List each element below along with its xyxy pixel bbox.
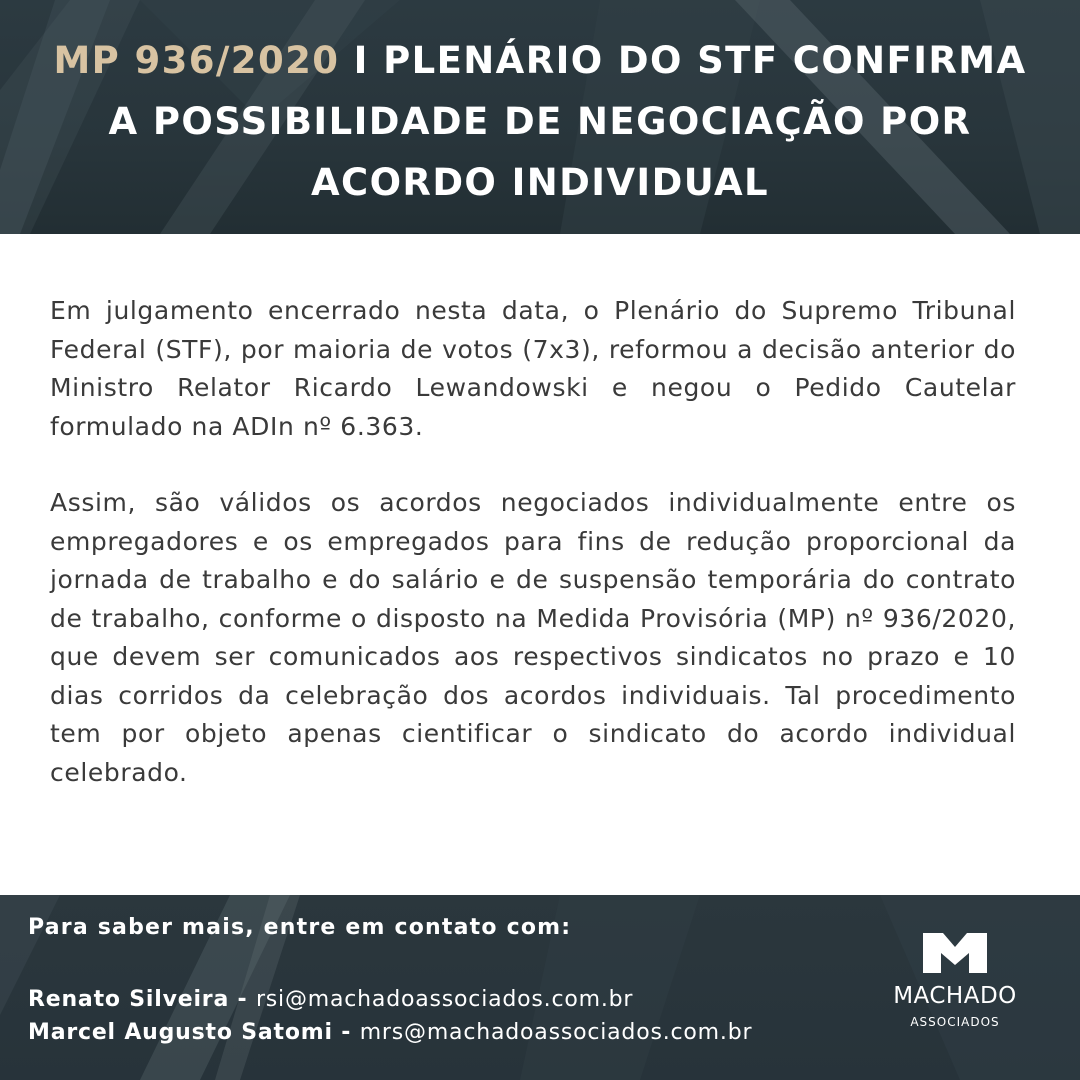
logo-name: MACHADO [893, 983, 1017, 1009]
contact-email-link[interactable]: mrs@machadoassociados.com.br [359, 1020, 753, 1045]
contact-list [28, 983, 752, 1049]
contact-name: Renato Silveira [28, 987, 230, 1012]
contact-separator: - [332, 1020, 360, 1045]
company-logo [880, 933, 1030, 1029]
machado-m-logo-icon [923, 933, 987, 973]
article-body [50, 292, 1016, 830]
contact-name: Marcel Augusto Satomi [28, 1020, 333, 1045]
logo-subtitle: ASSOCIADOS [910, 1015, 1000, 1029]
contact-footer [0, 895, 1080, 1080]
contact-heading: Para saber mais, entre em contato com: [28, 915, 572, 940]
header-banner [0, 0, 1080, 234]
title-rest: I PLENÁRIO DO STF CONFIRMA A POSSIBILIDADE DE NEGOCIAÇÃO POR ACORDO INDIVIDUAL [108, 39, 1027, 204]
contact-email-link[interactable]: rsi@machadoassociados.com.br [255, 987, 634, 1012]
paragraph: Assim, são válidos os acordos negociados individualmente entre os empregadores e os empregados para fins de redução proporcional da jornada de trabalho e do salário e de suspensão temporária do contrato de trabalho, conforme o disposto na Medida Provisória (MP) nº 936/2020, que devem ser comunicados aos respectivos sindicatos no prazo e 10 dias corridos da celebração dos acordos individuais. Tal procedimento tem por objeto apenas cientificar o sindicato do acordo individual celebrado. [50, 488, 1016, 787]
paragraph: Em julgamento encerrado nesta data, o Plenário do Supremo Tribunal Federal (STF), por maioria de votos (7x3), reformou a decisão anterior do Ministro Relator Ricardo Lewandowski e negou o Pedido Cautelar formulado na ADIn nº 6.363. [50, 296, 1016, 441]
title-accent: MP 936/2020 [53, 39, 340, 82]
contact-row [28, 983, 752, 1016]
contact-row [28, 1016, 752, 1049]
page-title [40, 30, 1040, 213]
contact-separator: - [229, 987, 256, 1012]
